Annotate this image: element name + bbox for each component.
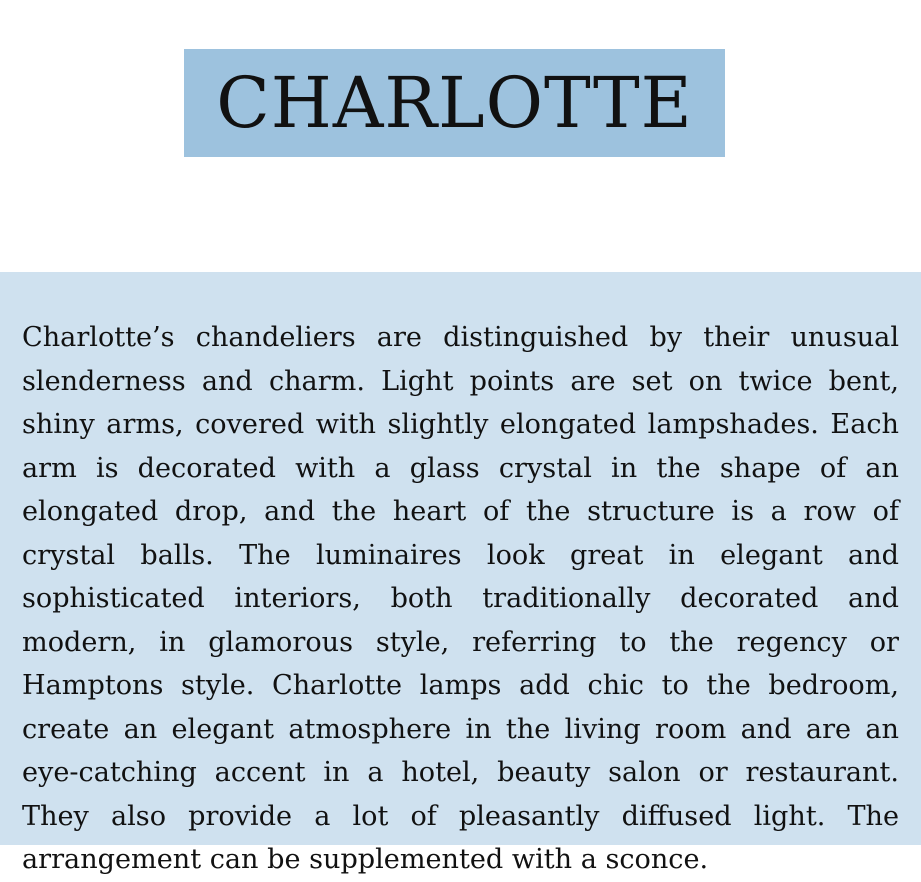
description-section [0, 272, 921, 875]
title-banner [184, 49, 725, 157]
title-section [0, 0, 921, 272]
description-paragraph: Charlotte’s chandeliers are distinguished by their unusual slenderness and charm. Light points are set on twice bent, shiny arms, covered with slightly elongated lampshades. Each arm is decorated with a glass crystal in the shape of an elongated drop, and the heart of the structure is a row of crystal balls. The luminaires look great in elegant and sophisticated interiors, both traditionally decorated and modern, in glamorous style, referring to the regency or Hamptons style. Charlotte lamps add chic to the bedroom, create an elegant atmosphere in the living room and are an eye-catching accent in a hotel, beauty salon or restaurant. They also provide a lot of pleasantly diffused light. The arrangement can be supplemented with a sconce. [22, 322, 899, 875]
page-title: CHARLOTTE [216, 62, 693, 144]
